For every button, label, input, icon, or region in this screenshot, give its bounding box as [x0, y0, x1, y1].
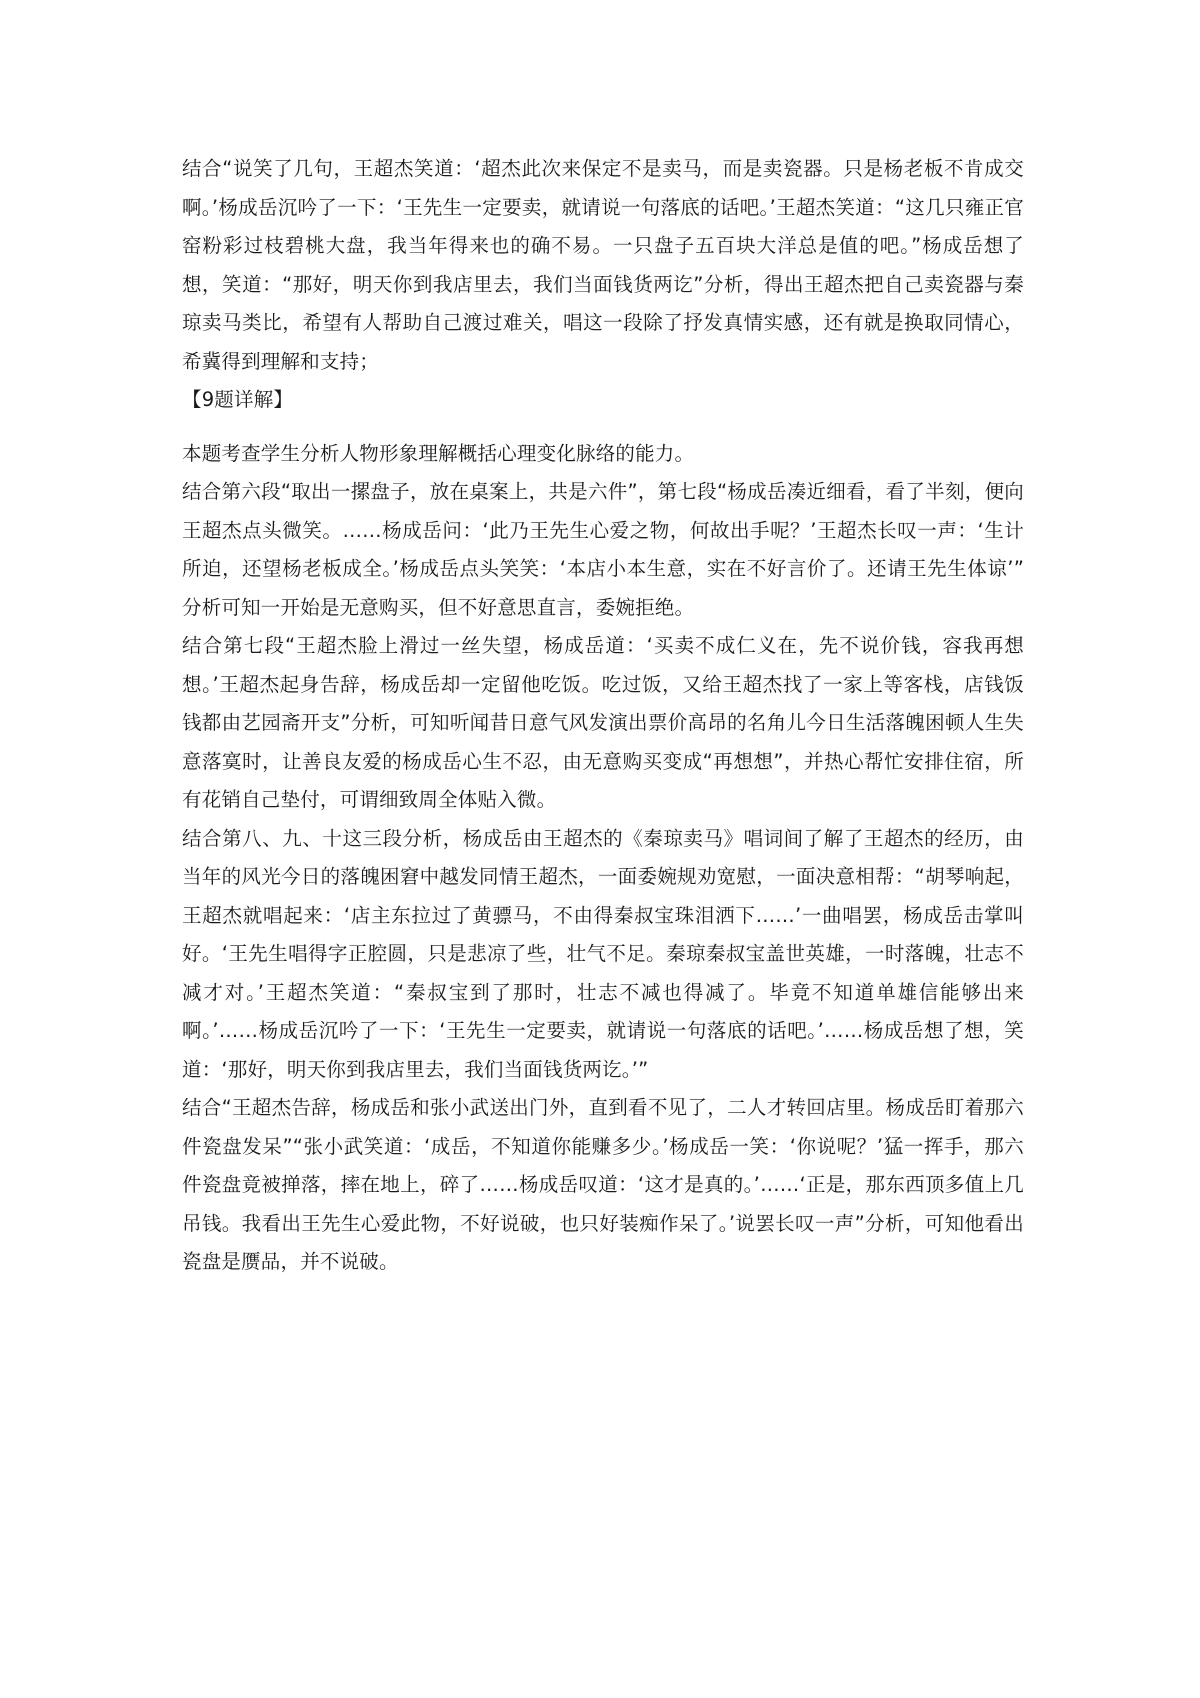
paragraph-question-intro: 本题考查学生分析人物形象理解概括心理变化脉络的能力。: [182, 441, 695, 465]
paragraph-sixth-seventh-section: 结合第六段“取出一摞盘子，放在桌案上，共是六件”，第七段“杨成岳凑近细看，看了半刻，便向王超杰点头微笑。……杨成岳问：‘此乃王先生心爱之物，何故出手呢？’王超杰长叹一声：‘生计所迫，还望杨老板成全。’杨成岳点头笑笑：‘本店小本生意，实在不好言价了。还请王先生体谅’” 分析可知一开始是无意购买，但不好意思直言，委婉拒绝。: [182, 480, 1024, 619]
document-body: [182, 150, 1024, 1282]
paragraph-final-analysis: 结合“王超杰告辞，杨成岳和张小武送出门外，直到看不见了，二人才转回店里。杨成岳盯着那六件瓷盘发呆”“张小武笑道：‘成岳，不知道你能赚多少。’杨成岳一笑：‘你说呢？’猛一挥手，那六件瓷盘竟被掸落，摔在地上，碎了……杨成岳叹道：‘这才是真的。’……‘正是，那东西顶多值上几吊钱。我看出王先生心爱此物，不好说破，也只好装痴作呆了。’说罢长叹一声”分析，可知他看出瓷盘是赝品，并不说破。: [182, 1096, 1024, 1273]
paragraph-seventh-section: 结合第七段“王超杰脸上滑过一丝失望，杨成岳道：‘买卖不成仁义在，先不说价钱，容我再想想。’王超杰起身告辞，杨成岳却一定留他吃饭。吃过饭，又给王超杰找了一家上等客栈，店钱饭钱都由艺园斋开支”分析，可知听闻昔日意气风发演出票价高昂的名角儿今日生活落魄困顿人生失意落寞时，让善良友爱的杨成岳心生不忍，由无意购买变成“再想想”，并热心帮忙安排住宿，所有花销自己垫付，可谓细致周全体贴入微。: [182, 634, 1024, 811]
paragraph-analysis-9-conclusion: 结合“说笑了几句，王超杰笑道：‘超杰此次来保定不是卖马，而是卖瓷器。只是杨老板不肯成交啊。’杨成岳沉吟了一下：‘王先生一定要卖，就请说一句落底的话吧。’王超杰笑道：“这几只雍正官窑粉彩过枝碧桃大盘，我当年得来也的确不易。一只盘子五百块大洋总是值的吧。”杨成岳想了想，笑道：“那好，明天你到我店里去，我们当面钱货两讫”分析，得出王超杰把自己卖瓷器与秦琼卖马类比，希望有人帮助自己渡过难关，唱这一段除了抒发真情实感，还有就是换取同情心，希冀得到理解和支持；: [182, 157, 1024, 373]
paragraph-eighth-to-tenth-section: 结合第八、九、十这三段分析，杨成岳由王超杰的《秦琼卖马》唱词间了解了王超杰的经历，由当年的风光今日的落魄困窘中越发同情王超杰，一面委婉规劝宽慰，一面决意相帮：“胡琴响起，王超杰就唱起来：‘店主东拉过了黄骠马，不由得秦叔宝珠泪洒下……’一曲唱罢，杨成岳击掌叫好。‘王先生唱得字正腔圆，只是悲凉了些，壮气不足。秦琼秦叔宝盖世英雄，一时落魄，壮志不减才对。’王超杰笑道：“秦叔宝到了那时，壮志不减也得减了。毕竟不知道单雄信能够出来啊。’……杨成岳沉吟了一下：‘王先生一定要卖，就请说一句落底的话吧。’……杨成岳想了想，笑道：‘那好，明天你到我店里去，我们当面钱货两讫。’”: [182, 826, 1024, 1081]
section-heading-question-9: 【9题详解】: [182, 388, 294, 411]
